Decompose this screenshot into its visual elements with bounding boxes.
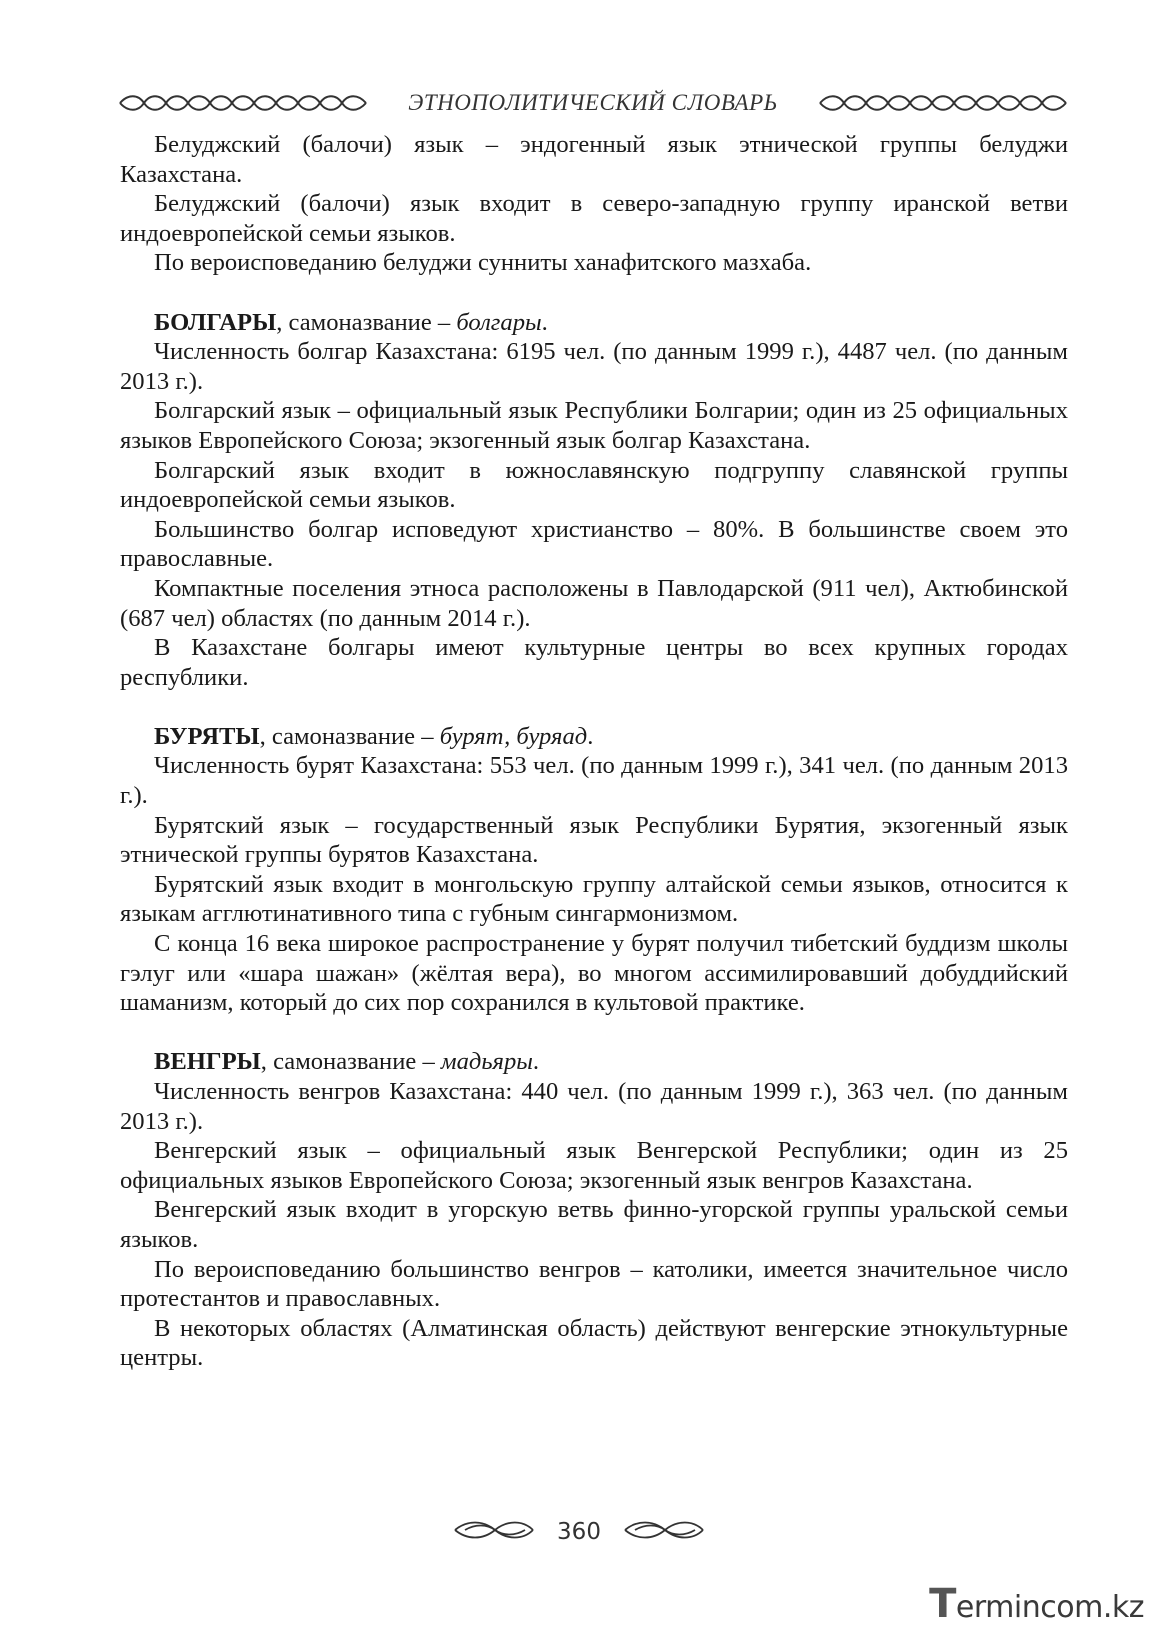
paragraph: Белуджский (балочи) язык – эндогенный язык этнической группы белуджи Казахстана.	[120, 131, 1068, 188]
paragraph: Бурятский язык – государственный язык Республики Бурятия, экзогенный язык этнической группы бурятов Казахстана.	[120, 811, 1068, 869]
entry-heading-vengry: ВЕНГРЫ, самоназвание – мадьяры.	[154, 1048, 540, 1076]
paragraph: Венгерский язык – официальный язык Венгерской Республики; один из 25 официальных языков Европейского Союза; экзогенный язык венгров Казахстана.	[120, 1137, 1068, 1194]
dictionary-text	[120, 130, 1068, 1373]
paragraph: Численность бурят Казахстана: 553 чел. (по данным 1999 г.), 341 чел. (по данным 2013 г.).	[120, 752, 1068, 810]
decorative-ornament-icon	[818, 92, 1068, 114]
paragraph: В Казахстане болгары имеют культурные центры во всех крупных городах республики.	[120, 634, 1068, 691]
paragraph: С конца 16 века широкое распространение у бурят получил тибетский буддизм школы гэлуг или «шара шажан» (жёлтая вера), во многом ассимилировавший добуддийский шаманизм, который до сих пор сохранился в культовой практике.	[120, 930, 1068, 1017]
entry-heading-buryaty: БУРЯТЫ, самоназвание – бурят, буряад.	[154, 722, 594, 750]
entry-term: БОЛГАРЫ	[154, 308, 277, 336]
entry-heading-bolgary: БОЛГАРЫ, самоназвание – болгары.	[154, 308, 548, 336]
entry-term: ВЕНГРЫ	[154, 1048, 261, 1076]
page-footer	[0, 1512, 1158, 1552]
paragraph: По вероисповеданию большинство венгров – католики, имеется значительное число протестантов и православных.	[120, 1255, 1068, 1313]
paragraph: По вероисповеданию белуджи сунниты ханафитского мазхаба.	[154, 249, 812, 277]
self-name: мадьяры	[440, 1048, 533, 1076]
decorative-ornament-icon	[118, 92, 368, 114]
paragraph: Компактные поселения этноса расположены в Павлодарской (911 чел), Актюбинской (687 чел) областях (по данным 2014 г.).	[120, 574, 1068, 632]
paragraph: Численность венгров Казахстана: 440 чел. (по данным 1999 г.), 363 чел. (по данным 2013 г.).	[120, 1078, 1068, 1135]
page-header	[118, 86, 1068, 120]
paragraph: Бурятский язык входит в монгольскую группу алтайской семьи языков, относится к языкам агглютинативного типа с губным сингармонизмом.	[120, 870, 1068, 928]
paragraph: Большинство болгар исповедуют христианство – 80%. В большинстве своем это православные.	[120, 515, 1068, 573]
paragraph: Венгерский язык входит в угорскую ветвь финно-угорской группы уральской семьи языков.	[120, 1196, 1068, 1253]
running-title: ЭТНОПОЛИТИЧЕСКИЙ СЛОВАРЬ	[408, 90, 778, 115]
paragraph: Белуджский (балочи) язык входит в северо-западную группу иранской ветви индоевропейской семьи языков.	[120, 190, 1068, 247]
paragraph: Болгарский язык входит в южнославянскую подгруппу славянской группы индоевропейской семьи языков.	[120, 456, 1068, 514]
self-name: болгары	[456, 308, 542, 336]
self-name: бурят, буряад	[439, 722, 588, 750]
page-number: 360	[557, 1519, 601, 1545]
entry-term: БУРЯТЫ	[154, 722, 260, 750]
paragraph: Численность болгар Казахстана: 6195 чел. (по данным 1999 г.), 4487 чел. (по данным 2013 г.).	[120, 338, 1068, 395]
flourish-right-icon	[623, 1518, 705, 1547]
paragraph: В некоторых областях (Алматинская область) действуют венгерские этнокультурные центры.	[120, 1314, 1068, 1372]
watermark-logo: Termincom.kz	[929, 1581, 1144, 1627]
flourish-left-icon	[453, 1518, 535, 1547]
paragraph: Болгарский язык – официальный язык Республики Болгарии; один из 25 официальных языков Европейского Союза; экзогенный язык болгар Казахстана.	[120, 397, 1068, 454]
